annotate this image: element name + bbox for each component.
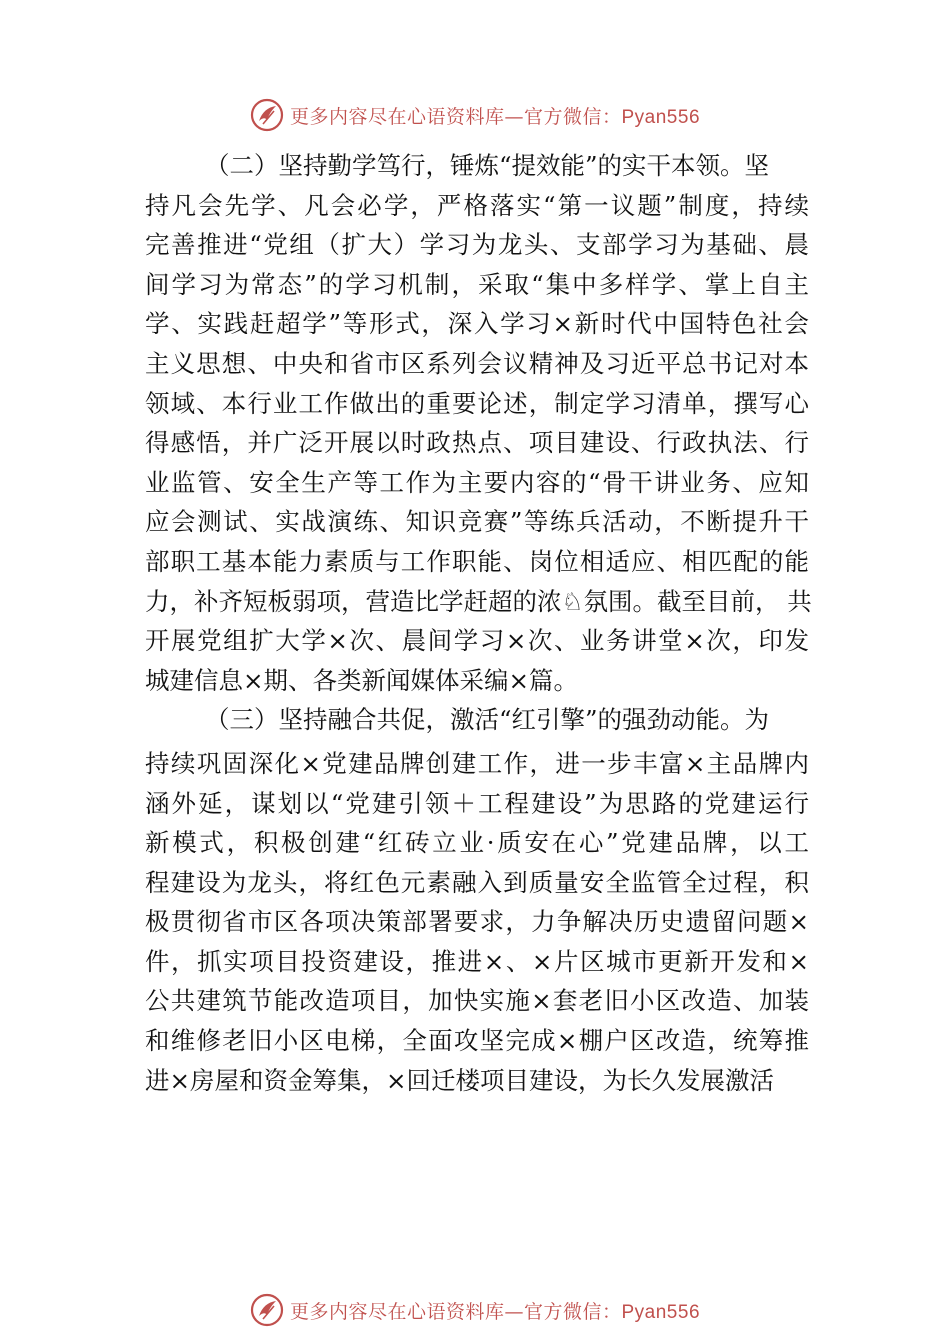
watermark-main-text: 更多内容尽在心语资料库 — [289, 1300, 505, 1323]
text-line: 间学习为常态”的学习机制，采取“集中多样学、掌上自主 — [145, 269, 809, 299]
footer-watermark — [0, 1290, 950, 1330]
text-line: 应会测试、实战演练、知识竞赛”等练兵活动，不断提升干 — [145, 507, 809, 537]
text-line: 持凡会先学、凡会必学，严格落实“第一议题”制度，持续 — [145, 190, 809, 220]
text-line: 程建设为龙头，将红色元素融入到质量安全监管全过程，积 — [145, 867, 809, 897]
text-line: 领域、本行业工作做出的重要论述，制定学习清单，撰写心 — [145, 388, 809, 418]
text-line: 开展党组扩大学×次、晨间学习×次、业务讲堂×次，印发 — [145, 626, 809, 656]
text-line: 主义思想、中央和省市区系列会议精神及习近平总书记对本 — [145, 348, 809, 378]
text-line: 新模式，积极创建“红砖立业·质安在心”党建品牌，以工 — [145, 828, 809, 858]
text-line: 持续巩固深化×党建品牌创建工作，进一步丰富×主品牌内 — [145, 748, 809, 778]
document-body — [145, 146, 812, 1100]
watermark-dash: — — [504, 1300, 524, 1323]
text-line: 进×房屋和资金筹集，×回迁楼项目建设，为长久发展激活 — [145, 1065, 775, 1095]
paragraph-3-heading-line: （三）坚持融合共促，激活“红引擎”的强劲动能。为 — [205, 705, 770, 735]
watermark-main-text: 更多内容尽在心语资料库 — [289, 105, 505, 128]
seal-logo-icon — [250, 1293, 284, 1327]
text-line: 件，抓实项目投资建设，推进×、×片区城市更新开发和× — [145, 946, 809, 976]
text-line: 力，补齐短板弱项，营造比学赶超的浓♘氛围。截至目前， 共 — [145, 586, 812, 616]
text-line: 业监管、安全生产等工作为主要内容的“骨干讲业务、应知 — [145, 467, 809, 497]
text-line: 和维修老旧小区电梯，全面攻坚完成×棚户区改造，统筹推 — [145, 1026, 809, 1056]
text-line: 部职工基本能力素质与工作职能、岗位相适应、相匹配的能 — [145, 546, 809, 576]
watermark-wechat-label: 官方微信： — [523, 105, 622, 128]
text-line: 公共建筑节能改造项目，加快实施×套老旧小区改造、加装 — [145, 986, 809, 1016]
text-line: 完善推进“党组（扩大）学习为龙头、支部学习为基础、晨 — [145, 230, 809, 260]
text-line: 涵外延，谋划以“党建引领＋工程建设”为思路的党建运行 — [145, 788, 809, 818]
text-line: 学、实践赶超学”等形式，深入学习×新时代中国特色社会 — [145, 309, 809, 339]
text-line: 城建信息×期、各类新闻媒体采编×篇。 — [145, 665, 579, 695]
watermark-dash: — — [504, 105, 524, 128]
watermark-text — [290, 1297, 700, 1324]
watermark-account: Pyan556 — [621, 106, 701, 128]
seal-logo-icon — [250, 98, 284, 132]
watermark-text — [290, 102, 700, 129]
text-line: 得感悟，并广泛开展以时政热点、项目建设、行政执法、行 — [145, 428, 809, 458]
watermark-account: Pyan556 — [621, 1301, 701, 1323]
paragraph-2-heading-line: （二）坚持勤学笃行，锤炼“提效能”的实干本领。坚 — [205, 151, 770, 180]
header-watermark — [0, 95, 950, 135]
text-line: 极贯彻省市区各项决策部署要求，力争解决历史遗留问题× — [145, 907, 809, 937]
watermark-wechat-label: 官方微信： — [523, 1300, 622, 1323]
